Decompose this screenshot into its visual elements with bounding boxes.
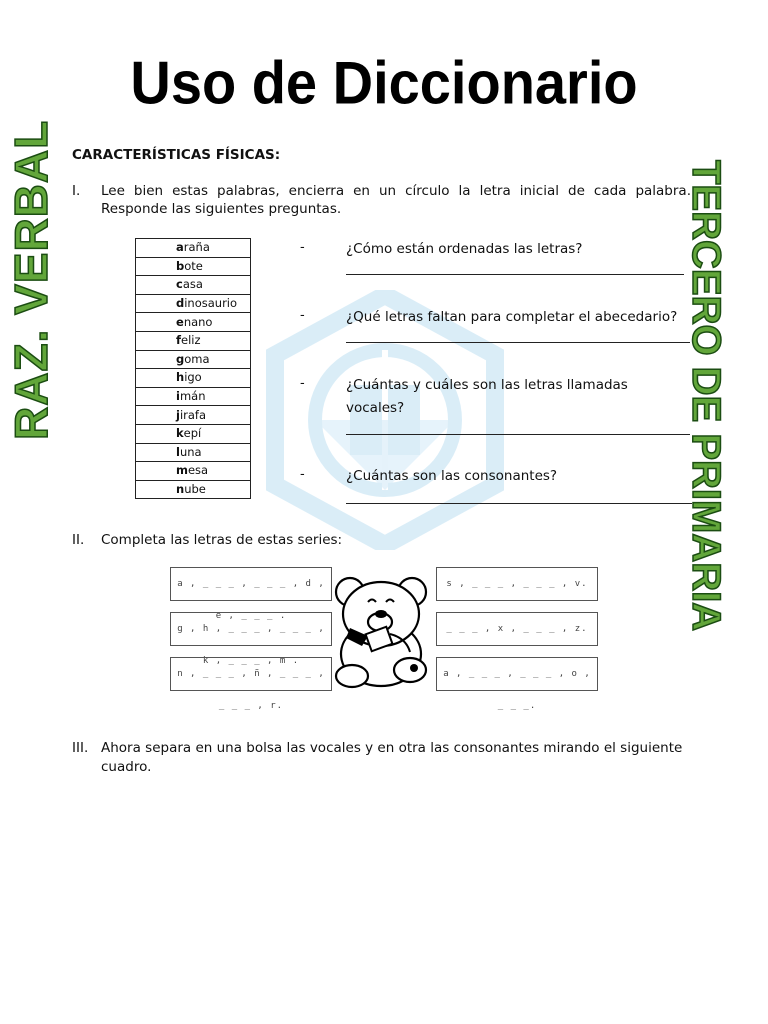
word-row [136,480,251,499]
word-row [136,369,251,388]
word-table [135,238,251,499]
word-cell[interactable] [136,239,251,258]
word-initial-letter: e [176,314,184,329]
word-rest: epí [183,426,202,441]
section-heading: CARACTERÍSTICAS FÍSICAS: [72,147,281,163]
part3-number: III. [72,740,89,756]
word-initial-letter: d [176,296,185,311]
question-dash: - [300,376,305,391]
word-initial-letter: l [176,444,180,459]
part1-instruction-line1: Lee bien estas palabras, encierra en un círculo la letra inicial de cada palabra. [101,183,691,199]
question-1: ¿Cómo están ordenadas las letras? [346,241,583,257]
word-row [136,406,251,425]
word-initial-letter: a [176,240,184,255]
word-rest: mán [179,389,206,404]
answer-line-4[interactable] [346,503,692,504]
part1-number: I. [72,183,81,199]
word-row [136,424,251,443]
word-rest: oma [184,351,210,366]
question-2: ¿Qué letras faltan para completar el abecedario? [346,309,678,325]
part2-number: II. [72,532,85,548]
word-rest: eliz [181,333,201,348]
part3-instruction-line2: cuadro. [101,759,152,775]
series-box-right-2[interactable]: _ _ _ , x , _ _ _ , z. [436,612,598,646]
word-rest: nano [183,314,213,329]
word-cell[interactable] [136,257,251,276]
question-dash: - [300,308,305,323]
word-row [136,462,251,481]
word-cell[interactable] [136,406,251,425]
word-initial-letter: h [176,370,185,385]
word-row [136,331,251,350]
word-initial-letter: g [176,351,185,366]
word-row [136,313,251,332]
side-label-right: TERCERO DE PRIMARIA [684,160,728,632]
word-initial-letter: j [176,407,180,422]
part2-instruction: Completa las letras de estas series: [101,532,343,548]
question-3-line2: vocales? [346,400,405,416]
word-row [136,257,251,276]
word-cell[interactable] [136,443,251,462]
series-box-left-1[interactable]: a , _ _ _ , _ _ _ , d , e , _ _ _ . [170,567,332,601]
word-initial-letter: n [176,482,185,497]
word-initial-letter: i [176,389,180,404]
word-initial-letter: f [176,333,182,348]
word-cell[interactable] [136,350,251,369]
question-3: ¿Cuántas y cuáles son las letras llamadas [346,377,628,393]
part1-instruction-line2: Responde las siguientes preguntas. [101,201,342,217]
word-cell[interactable] [136,294,251,313]
word-rest: ube [184,482,206,497]
side-label-left: RAZ. VERBAL [5,119,57,440]
word-initial-letter: c [176,277,183,292]
word-cell[interactable] [136,276,251,295]
series-box-left-2[interactable]: g , h , _ _ _ , _ _ _ , k , _ _ _ , m . [170,612,332,646]
word-row [136,350,251,369]
word-rest: inosaurio [184,296,238,311]
word-cell[interactable] [136,462,251,481]
word-rest: una [179,444,202,459]
word-row [136,239,251,258]
series-box-left-3[interactable]: n , _ _ _ , ñ , _ _ _ , _ _ _ , r. [170,657,332,691]
word-row [136,276,251,295]
word-cell[interactable] [136,313,251,332]
series-box-right-1[interactable]: s , _ _ _ , _ _ _ , v. [436,567,598,601]
watermark-logo [255,290,515,550]
answer-line-2[interactable] [346,342,690,343]
word-cell[interactable] [136,369,251,388]
bear-illustration [330,572,432,690]
page-title: Uso de Diccionario [130,48,638,117]
word-cell[interactable] [136,331,251,350]
question-4: ¿Cuántas son las consonantes? [346,468,558,484]
word-cell[interactable] [136,387,251,406]
word-cell[interactable] [136,424,251,443]
question-dash: - [300,240,305,255]
word-initial-letter: k [176,426,184,441]
part3-instruction-line1: Ahora separa en una bolsa las vocales y en otra las consonantes mirando el siguiente [101,740,683,756]
word-rest: ote [184,258,203,273]
word-rest: esa [187,463,209,478]
question-dash: - [300,467,305,482]
word-rest: irafa [179,407,207,422]
word-initial-letter: m [176,463,188,478]
word-cell[interactable] [136,480,251,499]
word-rest: raña [183,240,210,255]
word-initial-letter: b [176,258,185,273]
word-rest: igo [184,370,202,385]
answer-line-3[interactable] [346,434,690,435]
answer-line-1[interactable] [346,274,684,275]
word-row [136,294,251,313]
series-box-right-3[interactable]: a , _ _ _ , _ _ _ , o , _ _ _. [436,657,598,691]
word-row [136,443,251,462]
word-rest: asa [182,277,203,292]
word-row [136,387,251,406]
